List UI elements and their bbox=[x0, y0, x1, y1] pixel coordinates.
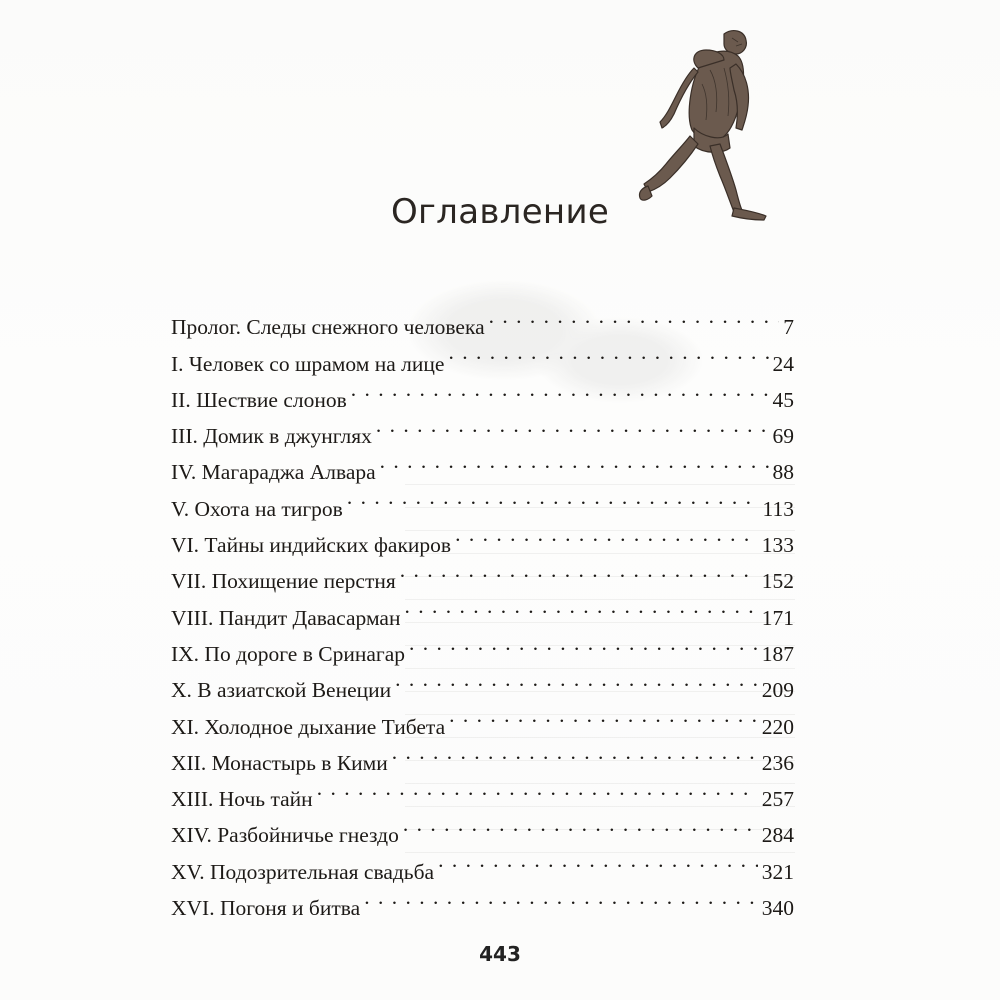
toc-entry-title: I. Человек со шрамом на лице bbox=[171, 351, 445, 376]
toc-entry-page: 45 bbox=[772, 387, 794, 412]
toc-entry-title: XI. Холодное дыхание Тибета bbox=[171, 714, 446, 739]
toc-entry-title: IX. По дороге в Сринагар bbox=[171, 641, 406, 666]
dot-leader bbox=[392, 734, 758, 770]
toc-entry-page: 209 bbox=[761, 678, 794, 703]
dot-leader bbox=[317, 770, 758, 806]
page-number: 443 bbox=[479, 942, 521, 966]
toc-entry-title: VIII. Пандит Давасарман bbox=[171, 605, 401, 630]
dot-leader bbox=[449, 697, 758, 733]
toc-entry-title: XVI. Погоня и битва bbox=[171, 896, 361, 921]
dot-leader bbox=[448, 334, 768, 370]
toc-entry-title: V. Охота на тигров bbox=[171, 496, 343, 521]
dot-leader bbox=[409, 625, 758, 661]
toc-entry-title: VII. Похищение перстня bbox=[171, 569, 396, 594]
toc-entry-page: 69 bbox=[772, 424, 794, 449]
toc-entry bbox=[171, 298, 794, 340]
dot-leader bbox=[364, 879, 758, 915]
toc-heading: Оглавление bbox=[390, 192, 610, 232]
toc-entry-page: 113 bbox=[762, 496, 794, 521]
toc-entry-page: 133 bbox=[761, 533, 794, 558]
toc-entry-title: X. В азиатской Венеции bbox=[171, 678, 392, 703]
dot-leader bbox=[380, 443, 769, 479]
dot-leader bbox=[395, 661, 758, 697]
toc-entry-page: 340 bbox=[761, 896, 794, 921]
toc-entry-title: XIV. Разбойничье гнездо bbox=[171, 823, 399, 848]
dot-leader bbox=[347, 479, 759, 515]
dot-leader bbox=[455, 516, 758, 552]
dot-leader bbox=[404, 588, 757, 624]
dot-leader bbox=[489, 298, 780, 334]
toc-entry-page: 88 bbox=[772, 460, 794, 485]
toc-entry-title: XV. Подозрительная свадьба bbox=[171, 859, 435, 884]
dot-leader bbox=[403, 806, 758, 842]
toc-entry-page: 7 bbox=[783, 315, 794, 340]
toc-entry-page: 284 bbox=[761, 823, 794, 848]
toc-entry-page: 321 bbox=[761, 859, 794, 884]
toc-entry-page: 24 bbox=[772, 351, 794, 376]
dot-leader bbox=[376, 407, 769, 443]
toc-entry-page: 171 bbox=[761, 605, 794, 630]
toc-entry-title: XIII. Ночь тайн bbox=[171, 787, 313, 812]
dot-leader bbox=[400, 552, 758, 588]
toc-entry-title: VI. Тайны индийских факиров bbox=[171, 533, 452, 558]
toc-entry-title: II. Шествие слонов bbox=[171, 387, 347, 412]
toc-entry-page: 152 bbox=[761, 569, 794, 594]
toc-entry-title: III. Домик в джунглях bbox=[171, 424, 372, 449]
toc-entry-title: XII. Монастырь в Кими bbox=[171, 750, 388, 775]
toc-entry-page: 187 bbox=[761, 641, 794, 666]
toc-entry-page: 257 bbox=[761, 787, 794, 812]
toc-entry-page: 220 bbox=[761, 714, 794, 739]
dot-leader bbox=[438, 842, 758, 878]
dot-leader bbox=[351, 371, 769, 407]
toc-entry-title: IV. Магараджа Алвара bbox=[171, 460, 376, 485]
table-of-contents bbox=[171, 298, 794, 921]
toc-entry-page: 236 bbox=[761, 750, 794, 775]
toc-entry-title: Пролог. Следы снежного человека bbox=[171, 315, 485, 340]
